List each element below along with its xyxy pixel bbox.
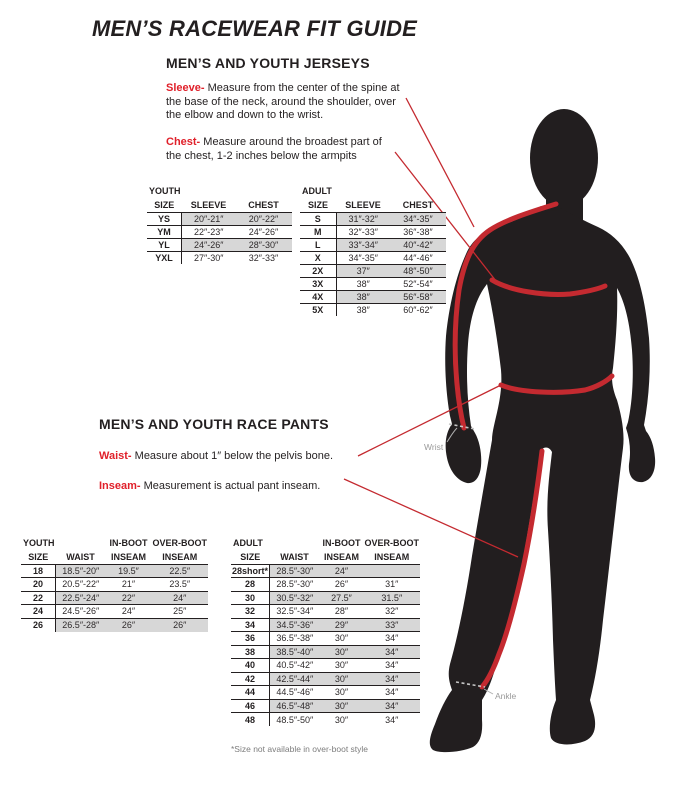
overboot-inseam-cell: 31.5″ xyxy=(364,591,421,605)
chest-text: Measure around the broadest part of the chest, 1-2 inches below the armpits xyxy=(166,136,382,162)
overboot-inseam-cell: 26″ xyxy=(152,618,209,632)
table-header-row xyxy=(300,198,446,212)
table-row xyxy=(21,578,208,592)
table-row xyxy=(21,605,208,619)
size-cell: YL xyxy=(147,238,182,251)
waist-cell: 44.5″-46″ xyxy=(270,686,320,700)
size-cell: 36 xyxy=(231,632,270,646)
overboot-inseam-cell: 25″ xyxy=(152,605,209,619)
size-cell: 24 xyxy=(21,605,56,619)
col-header-size: SIZE xyxy=(147,198,182,212)
waist-label: Waist- xyxy=(99,450,132,462)
table-row xyxy=(300,264,446,277)
inboot-inseam-cell: 26″ xyxy=(320,578,364,592)
sleeve-cell: 38″ xyxy=(336,290,390,303)
size-cell: YM xyxy=(147,225,182,238)
table-header-row xyxy=(21,550,208,564)
col-header-inboot-top: IN-BOOT xyxy=(109,538,148,548)
overboot-inseam-cell: 34″ xyxy=(364,659,421,673)
overboot-inseam-cell: 24″ xyxy=(152,591,209,605)
size-cell: 18 xyxy=(21,564,56,578)
col-header-inboot: INSEAM xyxy=(106,550,152,564)
waist-cell: 36.5″-38″ xyxy=(270,632,320,646)
col-header-waist: WAIST xyxy=(56,550,106,564)
size-cell: 42 xyxy=(231,672,270,686)
col-header-overboot: INSEAM xyxy=(152,550,209,564)
size-cell: 4X xyxy=(300,290,336,303)
jerseys-section-heading: MEN’S AND YOUTH JERSEYS xyxy=(166,55,370,71)
table-group-row xyxy=(300,184,446,198)
table-row xyxy=(231,686,420,700)
table-row xyxy=(231,564,420,578)
table-row xyxy=(300,303,446,316)
col-header-waist: WAIST xyxy=(270,550,320,564)
overboot-inseam-cell: 34″ xyxy=(364,645,421,659)
table-row xyxy=(21,564,208,578)
table-row xyxy=(21,591,208,605)
chest-cell: 32″-33″ xyxy=(248,252,279,263)
chest-cell: 44″-46″ xyxy=(390,251,446,264)
overboot-inseam-cell: 34″ xyxy=(364,686,421,700)
sleeve-label: Sleeve- xyxy=(166,82,205,94)
col-header-overboot: INSEAM xyxy=(364,550,421,564)
waist-text: Measure about 1″ below the pelvis bone. xyxy=(131,450,334,462)
inboot-inseam-cell: 30″ xyxy=(334,714,349,725)
size-cell: M xyxy=(300,225,336,238)
table-group-row xyxy=(147,184,292,198)
table-row xyxy=(231,618,420,632)
size-cell: S xyxy=(300,212,336,225)
table-row xyxy=(300,212,446,225)
waist-cell: 26.5″-28″ xyxy=(56,618,106,632)
size-cell: YS xyxy=(147,212,182,225)
table-row xyxy=(231,659,420,673)
chest-cell: 40″-42″ xyxy=(390,238,446,251)
header-spacer xyxy=(336,184,390,198)
header-spacer xyxy=(182,184,236,198)
chest-cell: 56″-58″ xyxy=(390,290,446,303)
inseam-instruction xyxy=(99,480,320,494)
inboot-inseam-cell: 29″ xyxy=(320,618,364,632)
table-header-row xyxy=(231,550,420,564)
col-header-size: SIZE xyxy=(300,198,336,212)
size-cell: 46 xyxy=(231,699,270,713)
waist-cell: 22.5″-24″ xyxy=(56,591,106,605)
sleeve-cell: 20″-21″ xyxy=(182,212,236,225)
chest-cell: 48″-50″ xyxy=(390,264,446,277)
overboot-inseam-cell xyxy=(364,564,421,578)
waist-cell: 30.5″-32″ xyxy=(270,591,320,605)
size-cell: 20 xyxy=(21,578,56,592)
table-header-row xyxy=(147,198,292,212)
waist-cell: 18.5″-20″ xyxy=(56,564,106,578)
inboot-inseam-cell: 19.5″ xyxy=(106,564,152,578)
chest-label: Chest- xyxy=(166,136,201,148)
size-cell: 28 xyxy=(231,578,270,592)
table-group-label: YOUTH xyxy=(149,186,181,196)
male-figure-silhouette xyxy=(430,206,655,752)
sleeve-instruction xyxy=(166,82,412,123)
size-cell: 3X xyxy=(300,277,336,290)
size-cell: L xyxy=(300,238,336,251)
ankle-label: Ankle xyxy=(495,691,517,701)
chest-cell: 24″-26″ xyxy=(236,225,292,238)
youth-pants-table xyxy=(21,536,208,632)
table-group-row xyxy=(231,536,420,550)
chest-cell: 60″-62″ xyxy=(403,304,433,315)
waist-instruction xyxy=(99,450,333,464)
chest-cell: 36″-38″ xyxy=(390,225,446,238)
chest-cell: 52″-54″ xyxy=(390,277,446,290)
inboot-inseam-cell: 27.5″ xyxy=(320,591,364,605)
inboot-inseam-cell: 21″ xyxy=(106,578,152,592)
col-header-chest: CHEST xyxy=(236,198,292,212)
sleeve-cell: 31″-32″ xyxy=(336,212,390,225)
waist-cell: 48.5″-50″ xyxy=(276,714,314,725)
sleeve-cell: 38″ xyxy=(336,277,390,290)
overboot-inseam-cell: 22.5″ xyxy=(152,564,209,578)
table-group-label: YOUTH xyxy=(23,538,55,548)
table-row xyxy=(300,290,446,303)
waist-cell: 28.5″-30″ xyxy=(270,578,320,592)
sleeve-cell: 24″-26″ xyxy=(182,238,236,251)
table-row xyxy=(300,251,446,264)
sleeve-cell: 37″ xyxy=(336,264,390,277)
overboot-footnote: *Size not available in over-boot style xyxy=(231,744,369,754)
size-cell: 26 xyxy=(21,618,56,632)
inboot-inseam-cell: 24″ xyxy=(320,564,364,578)
sleeve-cell: 27″-30″ xyxy=(194,252,224,263)
waist-cell: 38.5″-40″ xyxy=(270,645,320,659)
table-row xyxy=(231,632,420,646)
size-cell: 32 xyxy=(231,605,270,619)
sleeve-cell: 22″-23″ xyxy=(182,225,236,238)
waist-cell: 32.5″-34″ xyxy=(270,605,320,619)
chest-cell: 20″-22″ xyxy=(236,212,292,225)
chest-cell: 34″-35″ xyxy=(390,212,446,225)
sleeve-text: Measure from the center of the spine at the base of the neck, around the shoulder, over the elbow and down to the wrist. xyxy=(166,82,400,121)
size-cell: 40 xyxy=(231,659,270,673)
inseam-label: Inseam- xyxy=(99,480,141,492)
overboot-inseam-cell: 23.5″ xyxy=(152,578,209,592)
inboot-inseam-cell: 30″ xyxy=(320,632,364,646)
header-spacer xyxy=(56,536,106,550)
header-spacer xyxy=(236,184,292,198)
col-header-sleeve: SLEEVE xyxy=(336,198,390,212)
inboot-inseam-cell: 30″ xyxy=(320,686,364,700)
waist-cell: 28.5″-30″ xyxy=(270,564,320,578)
waist-cell: 24.5″-26″ xyxy=(56,605,106,619)
inboot-inseam-cell: 30″ xyxy=(320,645,364,659)
sleeve-cell: 34″-35″ xyxy=(336,251,390,264)
overboot-inseam-cell: 32″ xyxy=(364,605,421,619)
waist-cell: 46.5″-48″ xyxy=(270,699,320,713)
col-header-size: SIZE xyxy=(231,550,270,564)
table-row xyxy=(147,251,292,264)
youth-jersey-table xyxy=(147,184,292,264)
size-cell: YXL xyxy=(147,251,182,264)
overboot-inseam-cell: 34″ xyxy=(364,699,421,713)
inboot-inseam-cell: 28″ xyxy=(320,605,364,619)
table-row xyxy=(147,238,292,251)
inseam-text: Measurement is actual pant inseam. xyxy=(140,480,321,492)
header-spacer xyxy=(390,184,446,198)
col-header-inboot-top: IN-BOOT xyxy=(322,538,361,548)
inboot-inseam-cell: 30″ xyxy=(320,659,364,673)
table-row xyxy=(231,605,420,619)
overboot-inseam-cell: 34″ xyxy=(385,714,399,725)
table-group-label: ADULT xyxy=(233,538,263,548)
size-cell: 38 xyxy=(231,645,270,659)
overboot-inseam-cell: 33″ xyxy=(364,618,421,632)
size-cell: 2X xyxy=(300,264,336,277)
sleeve-cell: 38″ xyxy=(356,304,370,315)
overboot-inseam-cell: 34″ xyxy=(364,632,421,646)
inboot-inseam-cell: 26″ xyxy=(106,618,152,632)
table-row xyxy=(231,645,420,659)
wrist-label: Wrist xyxy=(424,442,444,452)
table-row xyxy=(231,591,420,605)
table-row xyxy=(231,713,420,727)
size-cell: 34 xyxy=(231,618,270,632)
waist-cell: 40.5″-42″ xyxy=(270,659,320,673)
sleeve-cell: 32″-33″ xyxy=(336,225,390,238)
pants-section-heading: MEN’S AND YOUTH RACE PANTS xyxy=(99,416,329,432)
chest-instruction xyxy=(166,136,396,163)
header-spacer xyxy=(270,536,320,550)
overboot-inseam-cell: 31″ xyxy=(364,578,421,592)
waist-cell: 20.5″-22″ xyxy=(56,578,106,592)
col-header-inboot: INSEAM xyxy=(320,550,364,564)
col-header-chest: CHEST xyxy=(390,198,446,212)
inboot-inseam-cell: 24″ xyxy=(106,605,152,619)
chest-cell: 28″-30″ xyxy=(236,238,292,251)
col-header-overboot-top: OVER-BOOT xyxy=(364,538,420,548)
table-row xyxy=(300,277,446,290)
table-group-label: ADULT xyxy=(302,186,332,196)
inboot-inseam-cell: 30″ xyxy=(320,672,364,686)
table-row xyxy=(147,225,292,238)
col-header-size: SIZE xyxy=(21,550,56,564)
waist-cell: 42.5″-44″ xyxy=(270,672,320,686)
adult-pants-table xyxy=(231,536,420,726)
size-cell: X xyxy=(300,251,336,264)
size-cell: 22 xyxy=(21,591,56,605)
adult-jersey-table xyxy=(300,184,446,316)
table-row xyxy=(231,578,420,592)
sleeve-cell: 33″-34″ xyxy=(336,238,390,251)
size-cell: 30 xyxy=(231,591,270,605)
size-cell: 5X xyxy=(300,303,336,316)
waist-cell: 34.5″-36″ xyxy=(270,618,320,632)
size-cell: 28short* xyxy=(232,565,269,576)
inboot-inseam-cell: 22″ xyxy=(106,591,152,605)
table-row xyxy=(147,212,292,225)
size-cell: 44 xyxy=(231,686,270,700)
table-row xyxy=(300,238,446,251)
size-cell: 48 xyxy=(231,713,270,727)
table-group-row xyxy=(21,536,208,550)
table-row xyxy=(231,672,420,686)
page-title: MEN’S RACEWEAR FIT GUIDE xyxy=(92,16,418,41)
table-row xyxy=(300,225,446,238)
overboot-inseam-cell: 34″ xyxy=(364,672,421,686)
inboot-inseam-cell: 30″ xyxy=(320,699,364,713)
col-header-overboot-top: OVER-BOOT xyxy=(152,538,208,548)
table-row xyxy=(21,618,208,632)
col-header-sleeve: SLEEVE xyxy=(182,198,236,212)
table-row xyxy=(231,699,420,713)
